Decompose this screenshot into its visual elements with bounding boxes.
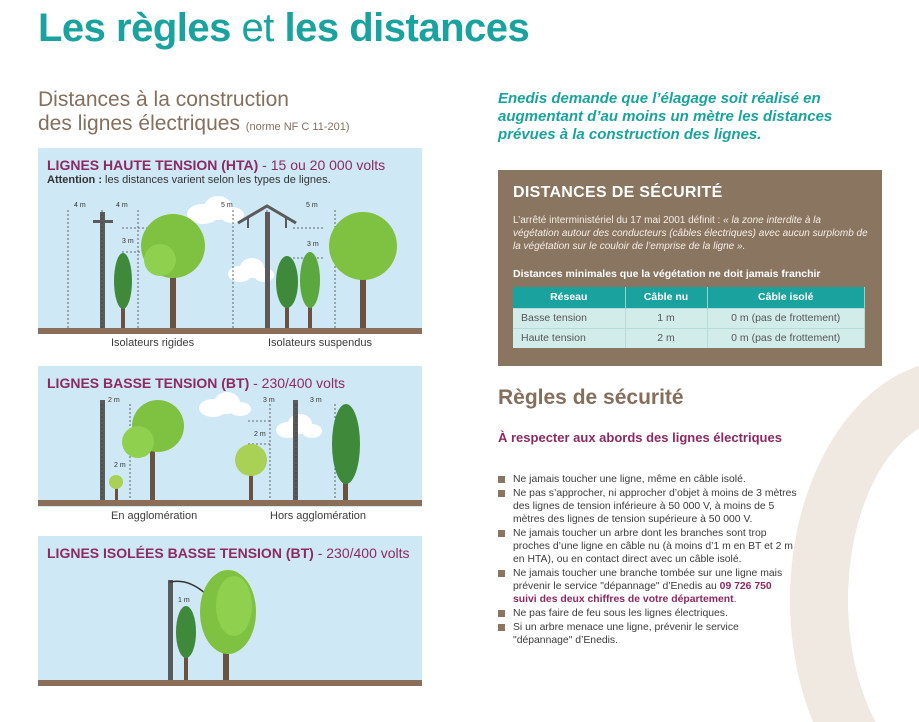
dim-label: 1 m (178, 597, 190, 604)
tree-icon (141, 214, 205, 328)
tree-icon (276, 256, 298, 328)
bt-illustration (38, 366, 422, 507)
tree-icon (300, 252, 320, 328)
table-cell: Haute tension (513, 328, 625, 348)
table-cell: 0 m (pas de frottement) (707, 308, 865, 328)
isolees-illustration (38, 536, 422, 686)
tree-icon (114, 253, 132, 328)
rules-title: Règles de sécurité (498, 386, 684, 409)
dim-label: 3 m (263, 397, 275, 404)
tree-icon (109, 475, 123, 500)
crossarm-left (93, 220, 113, 223)
table-header-row (513, 287, 865, 308)
security-subtitle: Distances minimales que la végétation ne doit jamais franchir (513, 268, 821, 280)
cloud-icon (199, 392, 251, 417)
pole-left (100, 212, 105, 328)
list-item: Ne jamais toucher une branche tombée sur une ligne mais prévenir le service "dépannage" d’Enedis au 09 726 750 suivi des deux chiffres de votre département. (498, 567, 798, 606)
dim-label: 2 m (254, 431, 266, 438)
security-box (498, 170, 882, 366)
list-item: Ne pas s’approcher, ni approcher d’objet à moins de 3 mètres des lignes de tension inférieure à 50 000 V, à moins de 5 mètres des lignes de tension supérieure à 50 000 V. (498, 487, 798, 526)
dim-label: 5 m (221, 202, 233, 209)
distance-table (513, 287, 865, 348)
hta-title: LIGNES HAUTE TENSION (HTA) - 15 ou 20 000 volts (47, 157, 386, 173)
dim-label: 4 m (116, 202, 128, 209)
bt-panel (38, 366, 422, 507)
dim-label: 4 m (74, 202, 86, 209)
list-item: Ne jamais toucher une ligne, même en câble isolé. (498, 473, 798, 486)
tree-icon (332, 404, 360, 500)
heading-line-2: des lignes électriques (norme NF C 11-201) (38, 112, 350, 135)
rules-subtitle: À respecter aux abords des lignes électriques (498, 430, 782, 445)
dim-label: 3 m (122, 238, 134, 245)
cloud-icon (187, 196, 244, 224)
list-item: Ne jamais toucher un arbre dont les branches sont trop proches d’une ligne en câble nu (à moins d’1 m en BT et 2 m en HTA), ou en contact direct avec un câble isolé. (498, 527, 798, 566)
dim-label: 2 m (114, 462, 126, 469)
table-row (513, 328, 865, 348)
intro-text: Enedis demande que l’élagage soit réalisé en augmentant d’au moins un mètre les distances prévues à la construction des lignes. (498, 90, 833, 143)
hta-panel (38, 148, 422, 334)
col-header: Câble isolé (707, 287, 865, 308)
caption-agglomeration: En agglomération (111, 510, 198, 522)
security-title: DISTANCES DE SÉCURITÉ (513, 184, 723, 201)
bt-title: LIGNES BASSE TENSION (BT) - 230/400 volts (47, 375, 345, 391)
table-cell: 2 m (625, 328, 707, 348)
page-title: Les règles et les distances (38, 6, 530, 50)
tree-icon (122, 400, 184, 500)
security-text: L’arrêté interministériel du 17 mai 2001 définit : « la zone interdite à la végétation autour des conducteurs (câbles électriques) avec aucun surplomb de la végétation sur le couloir de l’emprise de la ligne ». (513, 215, 868, 252)
dim-label: 5 m (306, 202, 318, 209)
pole-left (100, 400, 105, 500)
phone-number: 09 726 750 suivi des deux chiffres de votre département (513, 581, 772, 605)
table-cell: 0 m (pas de frottement) (707, 328, 865, 348)
heading-line-1: Distances à la construction (38, 88, 289, 111)
pole (168, 580, 173, 680)
list-item: Ne pas faire de feu sous les lignes électriques. (498, 607, 798, 620)
caption-suspended: Isolateurs suspendus (268, 337, 372, 349)
col-header: Réseau (513, 287, 625, 308)
isolees-panel (38, 536, 422, 686)
norm-reference: (norme NF C 11-201) (245, 121, 350, 133)
hta-attention: Attention : les distances varient selon les types de lignes. (47, 174, 331, 186)
dim-label: 3 m (310, 397, 322, 404)
dim-label: 3 m (307, 241, 319, 248)
table-cell: Basse tension (513, 308, 625, 328)
tree-icon (176, 606, 196, 680)
ground (38, 500, 422, 506)
tree-icon (235, 444, 267, 500)
isolees-title: LIGNES ISOLÉES BASSE TENSION (BT) - 230/400 volts (47, 545, 410, 561)
decorative-arc (790, 360, 919, 722)
rules-list (498, 473, 798, 648)
cloud-icon (276, 414, 322, 438)
col-header: Câble nu (625, 287, 707, 308)
list-item: Si un arbre menace une ligne, prévenir le service "dépannage" d’Enedis. (498, 621, 798, 647)
tree-icon (329, 212, 397, 328)
caption-rigid: Isolateurs rigides (111, 337, 195, 349)
table-cell: 1 m (625, 308, 707, 328)
ground (38, 680, 422, 686)
tree-icon (200, 570, 256, 680)
table-row (513, 308, 865, 328)
ground (38, 328, 422, 334)
construction-heading (38, 88, 438, 139)
dim-label: 2 m (108, 397, 120, 404)
hta-illustration (38, 148, 422, 334)
insulated-cable (170, 581, 206, 594)
pole-right (293, 400, 298, 500)
caption-hors-agglomeration: Hors agglomération (270, 510, 366, 522)
